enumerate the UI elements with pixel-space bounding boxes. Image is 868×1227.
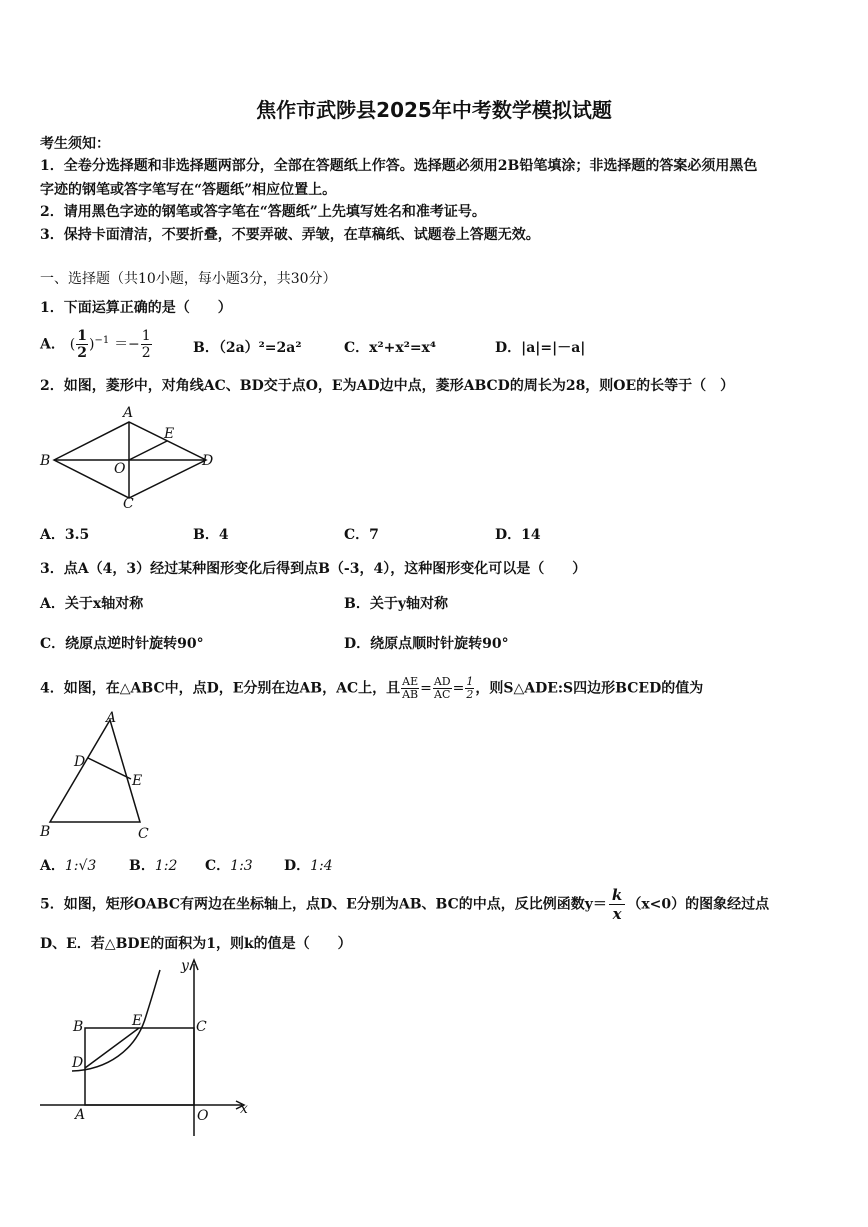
triangle-figure bbox=[36, 708, 156, 844]
question-1-stem: 1．下面运算正确的是（ ） bbox=[40, 300, 232, 316]
label-x: x bbox=[240, 1101, 248, 1117]
q1-option-c: C．x²+x²=x⁴ bbox=[344, 340, 437, 356]
denominator: x bbox=[612, 905, 622, 923]
label-e: E bbox=[132, 1013, 143, 1029]
q3-option-d: D．绕原点顺时针旋转90° bbox=[344, 636, 509, 652]
q1-option-a bbox=[40, 328, 153, 361]
numerator: 1 bbox=[141, 328, 151, 344]
label-o: O bbox=[114, 461, 126, 477]
question-4-stem bbox=[40, 676, 703, 701]
option-label: A． bbox=[40, 858, 65, 874]
denominator: AC bbox=[434, 688, 451, 701]
denominator: 2 bbox=[77, 345, 87, 361]
denominator: 2 bbox=[141, 345, 151, 361]
label-e: E bbox=[132, 773, 143, 789]
stem-text: ，则S△ADE:S四边形BCED的值为 bbox=[475, 680, 704, 697]
q3-option-a: A．关于x轴对称 bbox=[40, 596, 144, 612]
q2-option-c: C．7 bbox=[344, 527, 379, 543]
q4-option-d bbox=[284, 855, 333, 875]
label-b: B bbox=[40, 824, 51, 840]
denominator: AB bbox=[402, 688, 419, 701]
option-value: 1:2 bbox=[154, 858, 178, 874]
label-e: E bbox=[164, 426, 175, 442]
option-value: 1:3 bbox=[230, 858, 253, 874]
question-5-stem bbox=[40, 886, 769, 923]
label-c: C bbox=[123, 496, 134, 512]
label-b: B bbox=[40, 453, 51, 469]
equals: = bbox=[452, 680, 465, 697]
fraction bbox=[401, 676, 419, 701]
question-3-stem: 3．点A（4，3）经过某种图形变化后得到点B（-3，4），这种图形变化可以是（ ） bbox=[40, 561, 587, 577]
q3-option-c: C．绕原点逆时针旋转90° bbox=[40, 636, 204, 652]
fraction bbox=[141, 328, 152, 361]
equals: ＝− bbox=[114, 336, 140, 353]
fraction bbox=[609, 886, 625, 923]
option-label: C． bbox=[205, 858, 231, 874]
label-o: O bbox=[197, 1108, 209, 1124]
label-d: D bbox=[74, 754, 86, 770]
label-a: A bbox=[106, 710, 117, 726]
option-label: A． bbox=[40, 336, 65, 353]
numerator: AD bbox=[433, 675, 451, 688]
q4-option-a bbox=[40, 855, 96, 875]
fraction bbox=[76, 328, 88, 361]
label-a: A bbox=[123, 405, 134, 421]
notice-line: 字迹的钢笔或答字笔写在“答题纸”相应位置上。 bbox=[40, 182, 337, 198]
stem-text: （x<0）的图象经过点 bbox=[627, 896, 770, 913]
rhombus-figure bbox=[36, 404, 226, 512]
numerator: 1 bbox=[77, 328, 87, 344]
notice-heading: 考生须知： bbox=[40, 136, 110, 152]
q3-option-b: B．关于y轴对称 bbox=[344, 596, 448, 612]
paren: ( bbox=[69, 336, 76, 353]
stem-text: 4．如图，在△ABC中，点D，E分别在边AB，AC上，且 bbox=[40, 680, 401, 697]
coordinate-figure bbox=[36, 956, 256, 1140]
label-b: B bbox=[73, 1019, 84, 1035]
label-c: C bbox=[196, 1019, 207, 1035]
stem-text: 5．如图，矩形OABC有两边在坐标轴上，点D、E分别为AB、BC的中点，反比例函数y＝ bbox=[40, 896, 607, 913]
q2-option-d: D．14 bbox=[495, 527, 541, 543]
option-label: B． bbox=[129, 858, 155, 874]
q4-option-c bbox=[205, 855, 253, 875]
label-a: A bbox=[75, 1107, 86, 1123]
label-d: D bbox=[202, 453, 214, 469]
paren: ) bbox=[88, 336, 95, 353]
option-value: 1:√3 bbox=[64, 858, 97, 874]
notice-line: 3．保持卡面清洁，不要折叠，不要弄破、弄皱，在草稿纸、试题卷上答题无效。 bbox=[40, 227, 540, 243]
q4-option-b bbox=[129, 855, 177, 875]
fraction bbox=[465, 676, 474, 701]
numerator: 1 bbox=[466, 675, 474, 688]
equals: = bbox=[420, 680, 432, 697]
section-heading: 一、选择题（共10小题，每小题3分，共30分） bbox=[40, 271, 337, 287]
question-2-stem: 2．如图，菱形中，对角线AC、BD交于点O，E为AD边中点，菱形ABCD的周长为28，则OE的长等于（ ） bbox=[40, 378, 735, 394]
label-d: D bbox=[72, 1055, 84, 1071]
q2-option-a: A．3.5 bbox=[40, 527, 90, 543]
label-y: y bbox=[181, 958, 189, 974]
fraction bbox=[433, 676, 452, 701]
question-5-stem-line2: D、E．若△BDE的面积为1，则k的值是（ ） bbox=[40, 936, 352, 952]
numerator: AE bbox=[402, 675, 419, 688]
notice-line: 1．全卷分选择题和非选择题两部分，全部在答题纸上作答。选择题必须用2B铅笔填涂；非选择题的答案必须用黑色 bbox=[40, 158, 758, 174]
notice-line: 2．请用黑色字迹的钢笔或答字笔在“答题纸”上先填写姓名和准考证号。 bbox=[40, 204, 486, 220]
q1-option-d: D．|a|=|－a| bbox=[495, 340, 586, 356]
option-label: D． bbox=[284, 858, 311, 874]
q2-option-b: B．4 bbox=[193, 527, 229, 543]
label-c: C bbox=[138, 826, 149, 842]
numerator: k bbox=[609, 886, 625, 905]
option-value: 1:4 bbox=[310, 858, 333, 874]
page-title: 焦作市武陟县2025年中考数学模拟试题 bbox=[256, 98, 612, 122]
denominator: 2 bbox=[466, 688, 474, 701]
q1-option-b: B．（2a）²=2a² bbox=[193, 340, 302, 356]
exponent: −1 bbox=[94, 334, 110, 346]
